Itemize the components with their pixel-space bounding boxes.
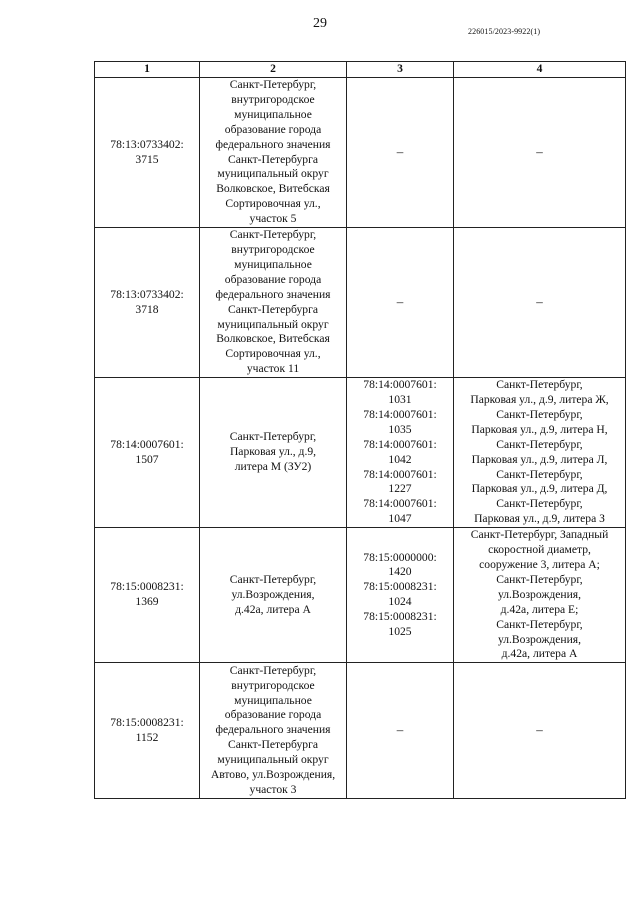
cell-line: скоростной диаметр, — [488, 543, 591, 557]
cell-line: Санкт-Петербурга — [228, 738, 318, 752]
cell-line: Санкт-Петербург, — [496, 407, 583, 421]
cell-line: 78:15:0008231: — [363, 580, 437, 594]
cell-line: ул.Возрождения, — [231, 587, 315, 601]
cell-line: Санкт-Петербург, — [496, 572, 583, 586]
table-row — [95, 78, 626, 228]
cell-line: – — [536, 144, 543, 160]
cell-line: – — [396, 144, 404, 160]
cadastral-number-cell — [95, 78, 200, 228]
table-row — [95, 663, 626, 799]
related-address-cell — [454, 528, 626, 663]
cell-line: участок 3 — [249, 783, 297, 797]
cell-line: Санкт-Петербурга — [228, 152, 318, 166]
cell-line: 78:15:0000000: — [363, 550, 437, 564]
page-number: 29 — [313, 16, 327, 31]
cell-line: Санкт-Петербург, — [496, 467, 583, 481]
cell-line: Санкт-Петербурга — [228, 302, 318, 316]
cell-line: федерального значения — [215, 137, 331, 151]
cell-line: д.42а, литера А — [235, 602, 311, 616]
address-cell — [200, 228, 347, 378]
cell-line: федерального значения — [215, 723, 331, 737]
table-header-row — [95, 62, 626, 78]
cell-line: 78:14:0007601: — [110, 437, 184, 451]
cell-line: муниципальное — [234, 257, 312, 271]
column-header-2: 2 — [200, 62, 347, 78]
cell-line: 1042 — [388, 452, 412, 466]
cell-line: сооружение 3, литера А; — [479, 558, 600, 571]
cell-line: федерального значения — [215, 287, 331, 301]
cell-line: Парковая ул., д.9, литера Л, — [471, 452, 608, 466]
cell-line: – — [536, 722, 543, 738]
cadastral-number-cell — [95, 663, 200, 799]
cell-line: ул.Возрождения, — [497, 587, 582, 601]
cell-line: Парковая ул., д.9, литера З — [474, 512, 605, 526]
related-cadastral-cell — [347, 228, 454, 378]
cell-line: муниципальное — [234, 107, 312, 121]
cell-line: образование города — [224, 122, 322, 136]
table-row — [95, 228, 626, 378]
address-cell — [200, 378, 347, 528]
cell-line: 1420 — [388, 565, 412, 579]
cell-line: Парковая ул., д.9, — [229, 445, 317, 459]
cell-line: 78:15:0008231: — [363, 610, 437, 624]
cell-line: Санкт-Петербург, — [229, 572, 317, 586]
cell-line: Сортировочная ул., — [225, 197, 321, 211]
related-cadastral-cell — [347, 378, 454, 528]
related-address-cell — [454, 228, 626, 378]
cell-line: Санкт-Петербург, — [229, 430, 317, 444]
cell-line: 1227 — [388, 482, 412, 496]
related-address-cell — [454, 378, 626, 528]
address-cell — [200, 663, 347, 799]
cell-line: 78:14:0007601: — [363, 467, 437, 481]
cell-line: Санкт-Петербург, Западный — [470, 528, 609, 542]
cell-line: 78:15:0008231: — [110, 715, 184, 729]
related-cadastral-cell — [347, 528, 454, 663]
cell-line: 3718 — [135, 302, 159, 316]
cell-line: внутригородское — [231, 678, 315, 692]
cell-line: 78:14:0007601: — [363, 407, 437, 421]
cadastral-number-cell — [95, 378, 200, 528]
cell-line: Волковское, Витебская — [216, 332, 330, 346]
document-code: 226015/2023-9922(1) — [468, 27, 541, 36]
cell-line: внутригородское — [231, 92, 315, 106]
related-address-cell — [454, 663, 626, 799]
cell-line: – — [396, 294, 404, 310]
column-header-1: 1 — [95, 62, 200, 78]
cadastral-number-cell — [95, 528, 200, 663]
cell-line: Санкт-Петербург, — [496, 497, 583, 511]
cell-line: д.42а, литера Е; — [500, 602, 579, 616]
table-row — [95, 528, 626, 663]
cell-line: образование города — [224, 272, 322, 286]
cell-line: Санкт-Петербург, — [496, 437, 583, 451]
cell-line: 1152 — [135, 730, 159, 744]
cell-line: литера М (ЗУ2) — [234, 460, 312, 474]
cadastral-number-cell — [95, 228, 200, 378]
related-address-cell — [454, 78, 626, 228]
cell-line: Санкт-Петербург, — [229, 228, 317, 242]
cell-line: 1047 — [388, 512, 412, 526]
cell-line: 1031 — [388, 393, 412, 407]
cell-line: Санкт-Петербург, — [229, 663, 317, 677]
cell-line: участок 11 — [246, 362, 300, 376]
table-row — [95, 378, 626, 528]
address-cell — [200, 78, 347, 228]
cell-line: образование города — [224, 708, 322, 722]
cell-line: 78:14:0007601: — [363, 378, 437, 392]
cell-line: муниципальный округ — [217, 753, 329, 767]
cell-line: Сортировочная ул., — [225, 347, 321, 361]
cell-line: внутригородское — [231, 242, 315, 256]
related-cadastral-cell — [347, 78, 454, 228]
cell-line: 1035 — [388, 422, 412, 436]
cell-line: 1024 — [388, 595, 412, 609]
cell-line: 1025 — [388, 625, 412, 639]
cell-line: 78:13:0733402: — [110, 137, 184, 151]
cell-line: Парковая ул., д.9, литера Н, — [471, 422, 608, 436]
cell-line: 3715 — [135, 152, 159, 166]
column-header-4: 4 — [454, 62, 626, 78]
cell-line: участок 5 — [249, 212, 297, 226]
cell-line: 78:15:0008231: — [110, 580, 184, 594]
cell-line: муниципальный округ — [217, 317, 329, 331]
cell-line: 1507 — [135, 452, 159, 466]
cell-line: муниципальное — [234, 693, 312, 707]
cell-line: 78:14:0007601: — [363, 437, 437, 451]
cell-line: муниципальный округ — [217, 167, 329, 181]
cell-line: Санкт-Петербург, — [496, 617, 583, 631]
cell-line: 78:14:0007601: — [363, 497, 437, 511]
cell-line: Санкт-Петербург, — [229, 78, 317, 91]
cell-line: ул.Возрождения, — [497, 632, 582, 646]
cell-line: д.42а, литера А — [501, 647, 578, 661]
cell-line: Автово, ул.Возрождения, — [210, 768, 336, 782]
related-cadastral-cell — [347, 663, 454, 799]
cell-line: Парковая ул., д.9, литера Ж, — [470, 393, 609, 407]
cell-line: 1369 — [135, 595, 159, 609]
cell-line: Санкт-Петербург, — [496, 378, 583, 392]
column-header-3: 3 — [347, 62, 454, 78]
cell-line: – — [396, 722, 404, 738]
cell-line: Волковское, Витебская — [216, 182, 330, 196]
cadastral-table — [94, 61, 626, 799]
cell-line: Парковая ул., д.9, литера Д, — [471, 482, 608, 496]
cell-line: – — [536, 294, 543, 310]
address-cell — [200, 528, 347, 663]
cell-line: 78:13:0733402: — [110, 287, 184, 301]
